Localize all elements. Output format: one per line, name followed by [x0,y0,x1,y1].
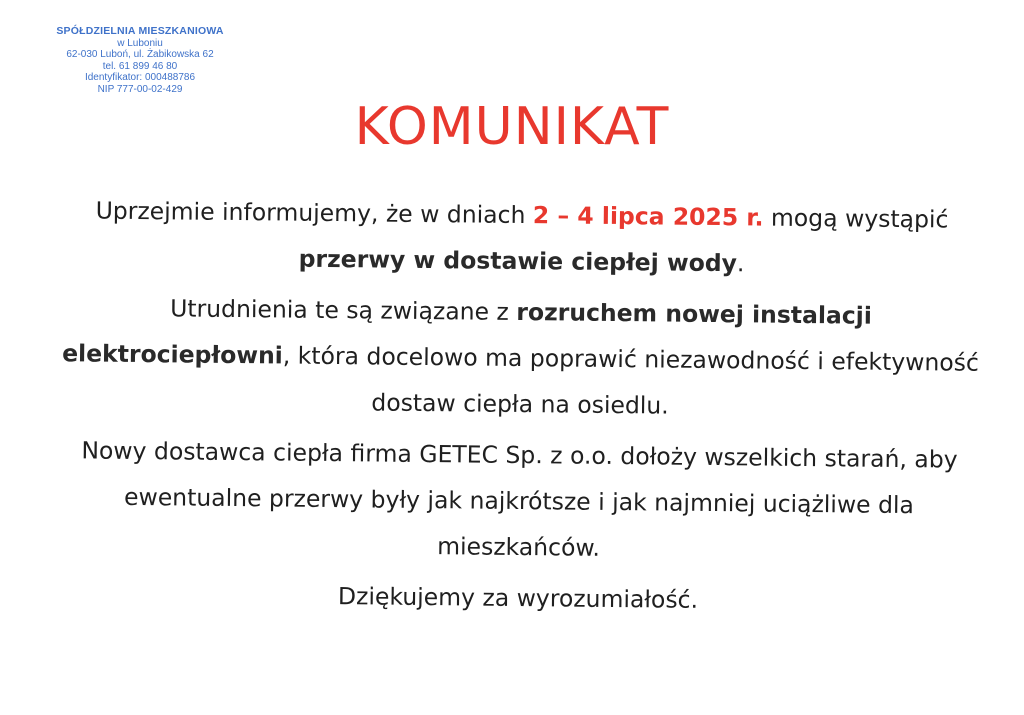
page-title: KOMUNIKAT [354,97,670,157]
stamp-nip: NIP 777-00-02-429 [97,83,183,95]
stamp-organization: SPÓŁDZIELNIA MIESZKANIOWA [56,25,224,37]
paragraph-reason [60,284,981,432]
paragraph-dates-intro: Uprzejmie informujemy, że w dniach [95,196,534,230]
paragraph-dates [61,187,982,289]
date-range: 2 – 4 lipca 2025 r. [532,201,764,232]
stamp-city: w Luboniu [117,37,163,49]
announcement-body [58,187,982,631]
stamp-identifier: Identyfikator: 000488786 [84,72,196,83]
paragraph-dates-mid: mogą wystąpić [763,203,949,234]
paragraph-dates-end: . [736,249,745,278]
paragraph-reason-intro: Utrudnienia te są związane z [170,294,517,326]
paragraph-thanks: Dziękujemy za wyrozumiałość. [337,582,699,614]
paragraph-supplier: Nowy dostawca ciepła firma GETEC Sp. z o.o. dołoży wszelkich starań, aby ewentualne przerwy były jak najkrótsze i jak najmniej uciążliwe dla mieszkańców. [81,436,958,562]
interruption-notice: przerwy w dostawie ciepłej wody [298,244,738,278]
paragraph-reason-rest: , która docelowo ma poprawić niezawodność i efektywność dostaw ciepła na osiedlu. [282,341,980,420]
startup-notice: rozruchem nowej instalacji elektrociepłowni [62,297,873,370]
stamp-phone: tel. 61 899 46 80 [102,60,178,72]
cooperative-stamp [50,26,230,95]
stamp-address: 62-030 Luboń, ul. Żabikowska 62 [66,49,214,60]
